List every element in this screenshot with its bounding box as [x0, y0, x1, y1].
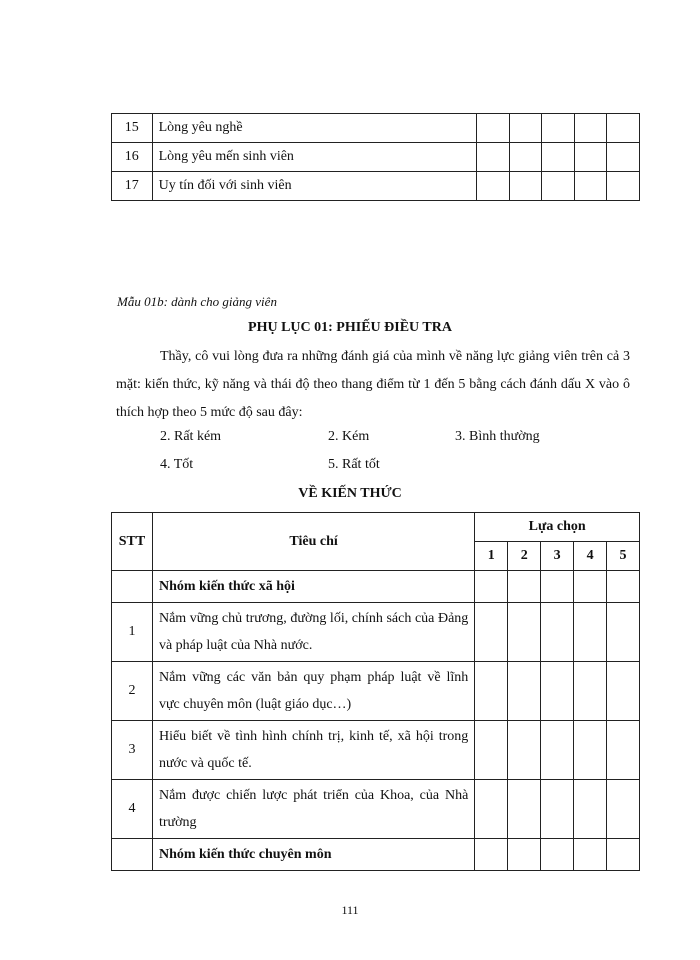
- rating-cell[interactable]: [541, 780, 574, 839]
- rating-cell[interactable]: [574, 114, 607, 143]
- rating-cell[interactable]: [542, 143, 575, 172]
- rating-cell[interactable]: [574, 571, 607, 603]
- row-criterion: Nắm vững chủ trương, đường lối, chính sách của Đảng và pháp luật của Nhà nước.: [152, 603, 474, 662]
- rating-cell[interactable]: [574, 839, 607, 871]
- rating-cell[interactable]: [541, 603, 574, 662]
- scale-option-4: 4. Tốt: [160, 457, 194, 472]
- rating-cell[interactable]: [574, 662, 607, 721]
- rating-cell[interactable]: [509, 143, 542, 172]
- knowledge-table: [111, 512, 640, 871]
- row-stt: [112, 839, 153, 871]
- rating-cell[interactable]: [607, 839, 640, 871]
- rating-cell[interactable]: [508, 839, 541, 871]
- rating-cell[interactable]: [475, 603, 508, 662]
- rating-cell[interactable]: [541, 571, 574, 603]
- continued-criteria-table: [111, 113, 640, 201]
- page-number: 111: [341, 903, 359, 917]
- rating-cell[interactable]: [574, 603, 607, 662]
- scale-option-3: 3. Bình thường: [455, 429, 540, 444]
- row-criterion: Lòng yêu mến sinh viên: [152, 143, 477, 172]
- rating-cell[interactable]: [607, 114, 640, 143]
- row-stt: 1: [112, 603, 153, 662]
- rating-cell[interactable]: [508, 662, 541, 721]
- rating-cell[interactable]: [509, 172, 542, 201]
- level-header: 3: [541, 542, 574, 571]
- rating-cell[interactable]: [574, 172, 607, 201]
- rating-cell[interactable]: [607, 603, 640, 662]
- header-row: [112, 513, 640, 542]
- group-title: Nhóm kiến thức xã hội: [152, 571, 474, 603]
- group-row: [112, 839, 640, 871]
- table-row: [112, 143, 640, 172]
- row-stt: 16: [112, 143, 153, 172]
- rating-cell[interactable]: [475, 571, 508, 603]
- level-header: 4: [574, 542, 607, 571]
- rating-cell[interactable]: [475, 662, 508, 721]
- rating-cell[interactable]: [477, 172, 510, 201]
- rating-cell[interactable]: [607, 780, 640, 839]
- rating-cell[interactable]: [541, 839, 574, 871]
- rating-cell[interactable]: [541, 721, 574, 780]
- rating-cell[interactable]: [508, 571, 541, 603]
- table-row: [112, 780, 640, 839]
- row-stt: 17: [112, 172, 153, 201]
- stt-header: STT: [112, 513, 153, 571]
- section-title: VỀ KIẾN THỨC: [298, 486, 402, 501]
- rating-cell[interactable]: [607, 662, 640, 721]
- table-row: [112, 172, 640, 201]
- level-header: 2: [508, 542, 541, 571]
- rating-cell[interactable]: [607, 721, 640, 780]
- row-criterion: Lòng yêu nghề: [152, 114, 477, 143]
- rating-cell[interactable]: [477, 114, 510, 143]
- rating-cell[interactable]: [574, 780, 607, 839]
- rating-cell[interactable]: [475, 839, 508, 871]
- rating-cell[interactable]: [542, 172, 575, 201]
- row-criterion: Uy tín đối với sinh viên: [152, 172, 477, 201]
- rating-cell[interactable]: [607, 143, 640, 172]
- rating-cell[interactable]: [475, 721, 508, 780]
- group-row: [112, 571, 640, 603]
- row-stt: 15: [112, 114, 153, 143]
- rating-cell[interactable]: [542, 114, 575, 143]
- appendix-title: PHỤ LỤC 01: PHIẾU ĐIỀU TRA: [248, 320, 452, 335]
- rating-cell[interactable]: [509, 114, 542, 143]
- rating-cell[interactable]: [607, 571, 640, 603]
- table-row: [112, 603, 640, 662]
- rating-cell[interactable]: [508, 721, 541, 780]
- rating-cell[interactable]: [508, 780, 541, 839]
- row-stt: 2: [112, 662, 153, 721]
- scale-option-5: 5. Rất tốt: [328, 457, 380, 472]
- rating-cell[interactable]: [607, 172, 640, 201]
- row-criterion: Nắm vững các văn bản quy phạm pháp luật về lĩnh vực chuyên môn (luật giáo dục…): [152, 662, 474, 721]
- level-header: 1: [475, 542, 508, 571]
- row-criterion: Nắm được chiến lược phát triển của Khoa, của Nhà trường: [152, 780, 474, 839]
- row-criterion: Hiểu biết về tình hình chính trị, kinh tế, xã hội trong nước và quốc tế.: [152, 721, 474, 780]
- rating-cell[interactable]: [477, 143, 510, 172]
- rating-cell[interactable]: [508, 603, 541, 662]
- row-stt: 4: [112, 780, 153, 839]
- row-stt: [112, 571, 153, 603]
- intro-text: Thầy, cô vui lòng đưa ra những đánh giá của mình về năng lực giảng viên trên cả 3 mặt: kiến thức, kỹ năng và thái độ theo thang điểm từ 1 đến 5 bằng cách đánh dấu X vào ô thích hợp theo 5 mức độ sau đây:: [116, 349, 630, 420]
- row-stt: 3: [112, 721, 153, 780]
- table-row: [112, 662, 640, 721]
- rating-cell[interactable]: [574, 721, 607, 780]
- scale-option-2: 2. Kém: [328, 429, 370, 444]
- table-row: [112, 721, 640, 780]
- form-caption: Mẫu 01b: dành cho giảng viên: [117, 294, 277, 309]
- level-header: 5: [607, 542, 640, 571]
- intro-paragraph: [116, 343, 630, 427]
- criterion-header: Tiêu chí: [152, 513, 474, 571]
- rating-cell[interactable]: [475, 780, 508, 839]
- table-row: [112, 114, 640, 143]
- scale-option-1: 2. Rất kém: [160, 429, 222, 444]
- rating-cell[interactable]: [541, 662, 574, 721]
- group-title: Nhóm kiến thức chuyên môn: [152, 839, 474, 871]
- choice-header: Lựa chọn: [475, 513, 640, 542]
- rating-cell[interactable]: [574, 143, 607, 172]
